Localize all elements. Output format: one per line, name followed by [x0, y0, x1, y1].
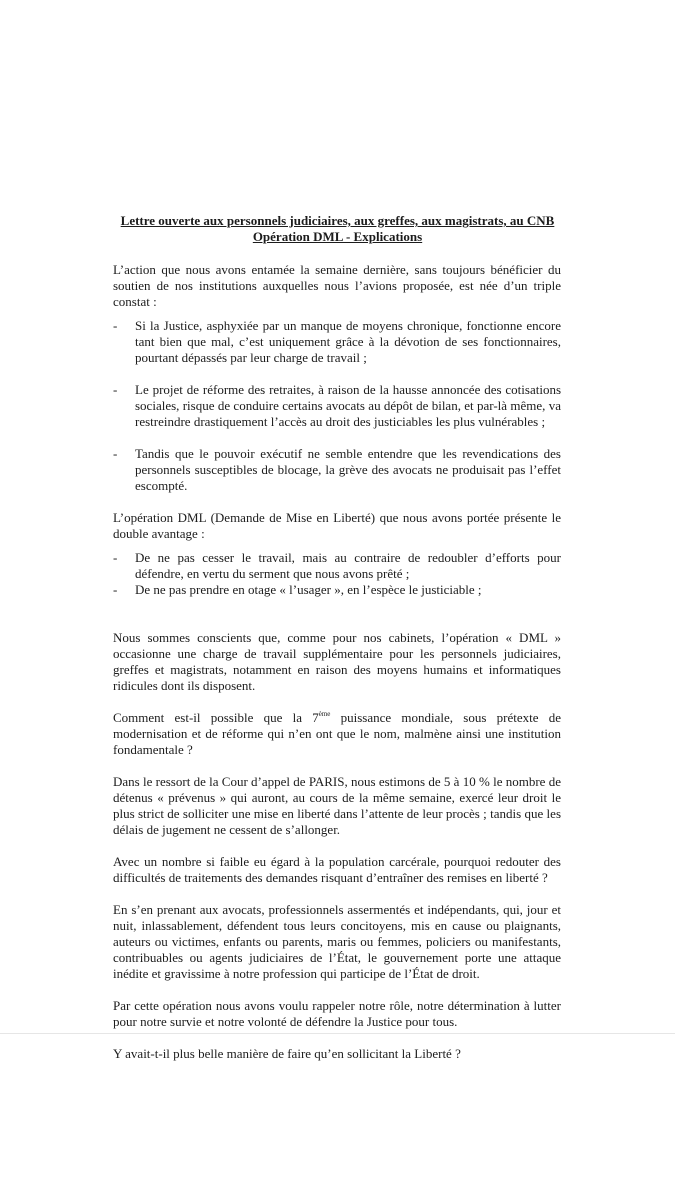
constats-list	[113, 318, 561, 494]
list-item	[113, 550, 561, 582]
puissance-paragraph	[113, 710, 561, 758]
nombre-paragraph: Avec un nombre si faible eu égard à la population carcérale, pourquoi redouter des difficultés de traitements des demandes risquant d’entraîner des remises en liberté ?	[113, 854, 561, 885]
list-item-text: Tandis que le pouvoir exécutif ne semble entendre que les revendications des personnels susceptibles de blocage, la grève des avocats ne produisait pas l’effet escompté.	[135, 446, 561, 493]
ressort-paragraph: Dans le ressort de la Cour d’appel de PARIS, nous estimons de 5 à 10 % le nombre de détenus « prévenus » qui auront, au cours de la même semaine, exercé leur droit le plus strict de solliciter une mise en liberté dans l’attente de leur procès ; tandis que les délais de jugement ne cessent de s’allonger.	[113, 774, 561, 837]
list-dash: -	[113, 550, 118, 565]
list-dash: -	[113, 582, 118, 597]
list-dash: -	[113, 382, 118, 397]
list-dash: -	[113, 318, 118, 333]
list-item-text: Si la Justice, asphyxiée par un manque de moyens chronique, fonctionne encore tant bien que mal, c’est uniquement grâce à la dévotion de ses fonctionnaires, pourtant dépassés par leur charge de travail ;	[135, 318, 561, 365]
puissance-text-before: Comment est-il possible que la 7	[113, 710, 319, 725]
letter-body	[113, 262, 561, 1078]
list-item	[113, 582, 561, 598]
operation-intro-paragraph: L’opération DML (Demande de Mise en Liberté) que nous avons portée présente le double avantage :	[113, 510, 561, 541]
puissance-text-after: puissance mondiale, sous prétexte de modernisation et de réforme qui n’en ont que le nom, malmène ainsi une institution fondamentale ?	[113, 710, 561, 757]
letter-subtitle: Opération DML - Explications	[252, 229, 423, 244]
page-edge-divider	[0, 1033, 675, 1034]
avocats-paragraph: En s’en prenant aux avocats, professionnels assermentés et indépendants, qui, jour et nuit, inlassablement, défendent tous leurs concitoyens, mis en cause ou plaignants, auteurs ou victimes, enfants ou parents, maris ou femmes, policiers ou manifestants, contribuables ou agents judiciaires de l’État, le gouvernement porte une attaque inédite et gravissime à notre profession qui participe de l’État de droit.	[113, 902, 561, 981]
list-item	[113, 382, 561, 430]
ordinal-superscript: ème	[318, 710, 331, 718]
list-item-text: De ne pas prendre en otage « l’usager », en l’espèce le justiciable ;	[135, 582, 482, 597]
conscients-paragraph: Nous sommes conscients que, comme pour nos cabinets, l’opération « DML » occasionne une charge de travail supplémentaire pour les personnels judiciaires, greffes et magistrats, notamment en raison des moyens humains et informatiques ridicules dont ils disposent.	[113, 630, 561, 693]
list-item	[113, 446, 561, 494]
final-paragraph: Y avait-t-il plus belle manière de faire qu’en sollicitant la Liberté ?	[113, 1046, 461, 1061]
letter-header	[0, 213, 675, 245]
list-item	[113, 318, 561, 366]
intro-paragraph: L’action que nous avons entamée la semaine dernière, sans toujours bénéficier du soutien de nos institutions auxquelles nous l’avions proposée, est née d’un triple constat :	[113, 262, 561, 309]
letter-title: Lettre ouverte aux personnels judiciaires, aux greffes, aux magistrats, au CNB	[120, 213, 555, 228]
list-dash: -	[113, 446, 118, 461]
avantages-list	[113, 550, 561, 598]
list-item-text: Le projet de réforme des retraites, à raison de la hausse annoncée des cotisations sociales, risque de conduire certains avocats au dépôt de bilan, et par-là même, va restreindre drastiquement l’accès au droit des justiciables les plus vulnérables ;	[135, 382, 561, 429]
role-paragraph: Par cette opération nous avons voulu rappeler notre rôle, notre détermination à lutter pour notre survie et notre volonté de défendre la Justice pour tous.	[113, 998, 561, 1029]
list-item-text: De ne pas cesser le travail, mais au contraire de redoubler d’efforts pour défendre, en vertu du serment que nous avons prêté ;	[135, 550, 561, 581]
